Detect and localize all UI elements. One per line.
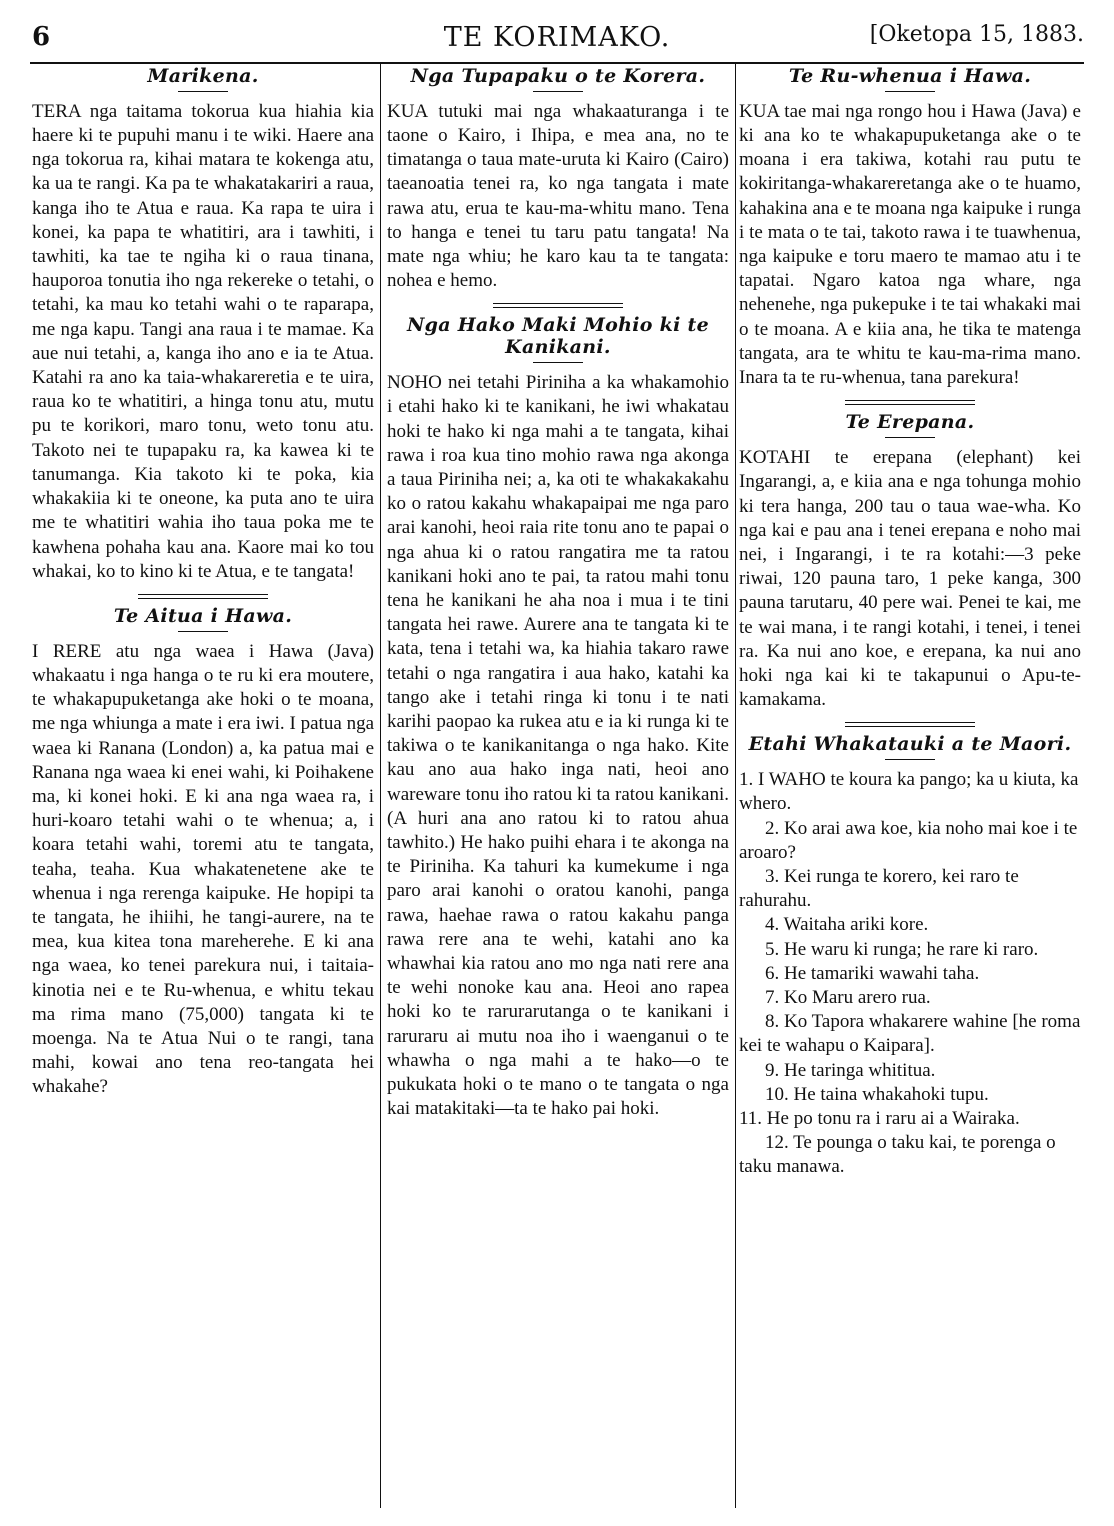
column-divider: [380, 62, 381, 1508]
section-divider: [845, 400, 975, 405]
proverb-item: 8. Ko Tapora whakarere wahine [he roma kei te wahapu o Kaipara].: [739, 1011, 1081, 1057]
proverb-item: 11. He po tonu ra i raru ai a Wairaka.: [739, 1108, 1020, 1130]
article-hako: [387, 315, 729, 1121]
proverb-item: 2. Ko arai awa koe, kia noho mai koe i te aroaro?: [739, 817, 1078, 863]
article-ruwhenua: [739, 66, 1081, 390]
article-whakatauki: [739, 734, 1081, 1179]
column-1: [32, 66, 374, 1100]
article-body: KUA tae mai nga rongo hou i Hawa (Java) e ki ana ko te whakapupuketanga ake o te moana i era takiwa, kotahi rau putu te kokiritanga-whakareretanga ake o te huamo, kahakina ana e te moana nga kaipuke i runga i te mata o te tai, takoto rawa i te tuawhenua, nga kaipuke e toru maero te mamao atu i te tapatai. Ngaro katoa nga whare, nga nehenehe, nga pukepuke i te tai whakaki mai o te moana. A e kiia ana, he tika te matenga tangata, ara te whitu te kau-ma-rima mano. Inara ta te ru-whenua, tana parekura!: [739, 100, 1081, 389]
title-rule: [885, 759, 935, 760]
section-divider: [493, 303, 623, 308]
proverb-item: 10. He taina whakahoki tupu.: [765, 1083, 989, 1105]
section-divider: [845, 722, 975, 727]
proverb-item: 12. Te pounga o taku kai, te porenga o taku manawa.: [739, 1132, 1056, 1178]
article-body: I RERE atu nga waea i Hawa (Java) whakaatu i nga hanga o te ru ki era moutere, te whakapupuketanga ake hoki o te moana, me nga whiunga a mate i era iwi. I patua nga waea ki Ranana (London) a, ka patua mai e Ranana nga waea ki enei wahi, ki Poihakene ma, ki konei hoki. E ki ana nga waea ra, i huri-koaro tetahi wahi o te whenua; a, i koara tetahi wahi, toremi atu te tangata, teaha, teaha. Kua whakatenetene ake te whenua i nga rerenga kaipuke. He hopipi ta te tangata, he ihiihi, he tangi-aurere, na te mea, kua kitea tona mareherehe. E ki ana nga waea, ko tenei parekura nui, i taitaia-kinotia nei e te Ru-whenua, e whitu tekau ma rima mano (75,000) tangata ki te moenga. Na te Atua Nui o te rangi, tana mahi, kowai ano tena reo-tangata hei whakahe?: [32, 640, 374, 1098]
article-marikena: [32, 66, 374, 584]
title-rule: [178, 631, 228, 632]
title-rule: [178, 91, 228, 92]
proverb-item: 6. He tamariki wawahi taha.: [765, 962, 980, 984]
article-title: Marikena.: [147, 65, 259, 87]
title-rule: [533, 362, 583, 363]
header-rule: [30, 62, 1084, 64]
column-3: [739, 66, 1081, 1180]
title-rule: [885, 437, 935, 438]
article-tupapaku: [387, 66, 729, 293]
issue-date: [Oketopa 15, 1883.: [869, 22, 1084, 47]
newspaper-title: TE KORIMAKO.: [443, 22, 671, 53]
masthead: [30, 22, 1084, 58]
article-body: KUA tutuki mai nga whakaaturanga i te taone o Kairo, i Ihipa, e mea ana, no te timatanga o taua mate-uruta ki Kairo (Cairo) taeanoatia tenei ra, ko nga tangata i mate rawa atu, erua te kau-ma-whitu mano. Tena to hanga e tenei tu taru patu tangata! Na mate nga whiu; he karo kau ta te tangata: nohea e hemo.: [387, 100, 729, 292]
proverb-item: 5. He waru ki runga; he rare ki raro.: [765, 938, 1039, 960]
title-rule: [885, 91, 935, 92]
article-title: Nga Tupapaku o te Korera.: [410, 65, 706, 87]
article-title: Nga Hako Maki Mohio ki te Kanikani.: [406, 314, 710, 359]
article-body: NOHO nei tetahi Piriniha a ka whakamohio i etahi hako ki te kanikani, he iwi whakatau hoki te hako ki nga mahi a te tangata, kihai rawa i roa kua tino mohio rawa nga akonga a taua Piriniha nei; a, ka oti te whakakakahu ko o ratou kakahu whakapaipai me nga paro arai kanohi, heoi raia rite tonu ano te papai o nga ahua ki o ratou rangatira me ta ratou kanikani hoki ano te pai, ta ratou mahi tonu tena he kanikani he aha noa i mua i te tini tangata hei rawe. Aurere ana te tangata ki te kata, tena i tetahi wa, ka hiahia takaro rawe tetahi o nga rangatira i aua hako, katahi ka tango ake i tetahi ringa ki tonu i te nati karihi paopao ka rukea atu e ia ki runga ki te takiwa o te kanikanitanga o nga hako. Kite kau ano aua hako inga nati, heoi ano wareware tonu iho ratou ki ta ratou kanikani. (A huri ana ano ratou ki to ratou ahua tawhito.) He hako puihi ehara i te akonga na te Piriniha. Ka tahuri ka kumekume i nga paro arai kanohi o oratou kanohi, panga rawa, haehae rawa o ratou kakahu panga rawa rere ana te wehi, katahi ano ka whawhai kia ratou ano mo nga nati rere ana te wehi nonoke kau ana. Heoi ano rapea hoki ko te rarurarutanga o te kanikani i raruraru ai mutu noa iho i waenganui o te whawha o nga mahi a te hako—o te pukukata hoki o te mano o te tangata o nga kai matakitaki—ta te hako pai hoki.: [387, 372, 729, 1120]
proverb-item: 4. Waitaha ariki kore.: [765, 914, 929, 936]
article-title: Te Erepana.: [845, 411, 975, 434]
page-number: 6: [32, 22, 51, 52]
column-divider: [735, 62, 736, 1508]
proverb-item: 3. Kei runga te korero, kei raro te rahurahu.: [739, 866, 1019, 912]
article-erepana: [739, 412, 1081, 712]
article-title: Te Aitua i Hawa.: [113, 604, 293, 627]
article-aitua: [32, 606, 374, 1100]
article-title: Etahi Whakatauki a te Maori.: [748, 733, 1072, 756]
proverb-item: 1. I WAHO te koura ka pango; ka u kiuta, ka whero.: [739, 769, 1079, 815]
section-divider: [138, 594, 268, 599]
title-rule: [533, 91, 583, 92]
article-body: TERA nga taitama tokorua kua hiahia kia haere ki te pupuhi manu i te wiki. Haere ana nga tokorua ra, kihai matara te kokenga atu, ka ua te rangi. Ka pa te whakatakariri a raua, kanga iho te Atua e raua. Ka rapa te uira i konei, ka papa te whatitiri, ara i tawhiti, i tawhiti, ka tae te ngiha ki o raua tinana, hauporoa tonutia iho nga rekereke o tetahi, o tetahi, ka mau ko tetahi wahi o te raparapa, me nga kapu. Tangi ana raua i te mamae. Ka aue nui tetahi, a, kanga iho ano e ia te Atua. Katahi ra ano ka taia-whakareretia e te uira, raua ko te whatitiri, a hinga tonu atu, mutu pu te korikori, maro tonu, weto tonu atu. Takoto nei te tupapaku ra, ka kawea ki te tanumanga. Kia takoto ki te poka, kia whakakiia ki te oneone, ka puta ano te uira me te whatitiri wahia iho taua poka me te kawhena pohaha kau ana. Kaore mai ko tou whakai, ko to kino ki te Atua, e te tangata!: [32, 100, 374, 582]
proverb-item: 7. Ko Maru arero rua.: [765, 987, 931, 1009]
column-2: [387, 66, 729, 1121]
article-body: KOTAHI te erepana (elephant) kei Ingarangi, a, e kiia ana e nga tohunga mohio ki tera hanga, 200 tau o taua wae-wha. Ko nga kai e pau ana i tenei erepana e noho mai nei, i Ingarangi, i te ra kotahi:—3 peke riwai, 120 pauna taro, 1 peke kanga, 300 pauna tarutaru, 40 pere wai. Penei te kai, me te wai mana, i te rangi kotahi, i tenei, i tenei ra. Ka nui ano koe, e erepana, ka nui ano hoki nga kai ki te takapunui o Apu-te-kamakama.: [739, 447, 1081, 711]
article-title: Te Ru-whenua i Hawa.: [788, 65, 1032, 87]
proverb-item: 9. He taringa whititua.: [765, 1059, 936, 1081]
